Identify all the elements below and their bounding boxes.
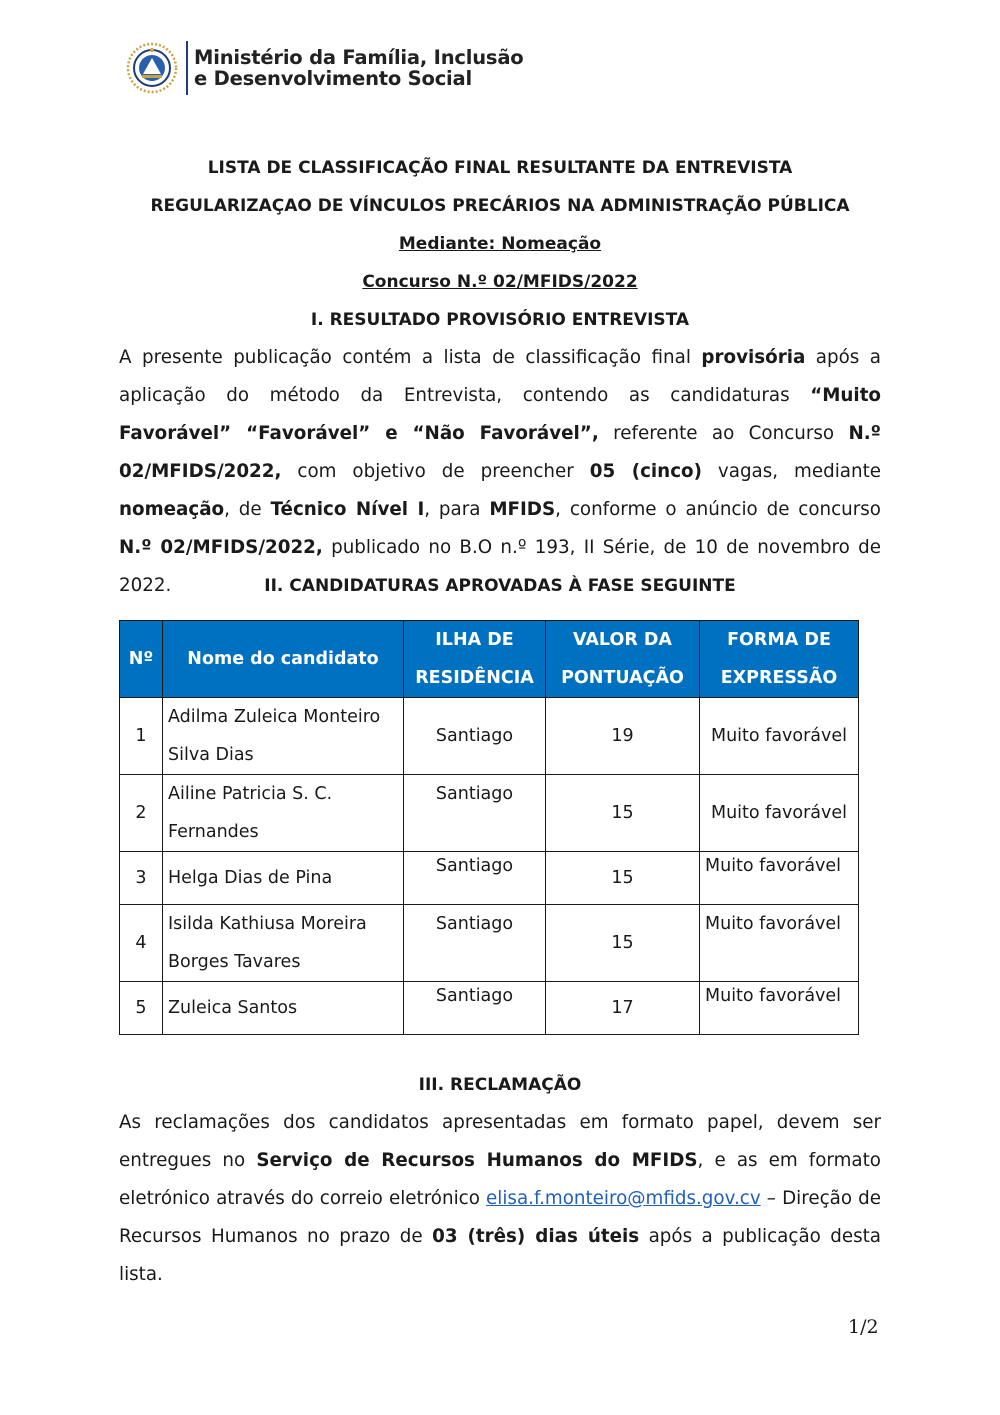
table-row — [120, 905, 859, 982]
cell-score: 15 — [546, 775, 700, 852]
intro-text-1: A presente publicação contém a lista de classificação final — [119, 347, 702, 368]
doc-title-2: REGULARIZAÇAO DE VÍNCULOS PRECÁRIOS NA ADMINISTRAÇÃO PÚBLICA — [150, 196, 850, 216]
claim-text-4: após a publicação desta lista. — [119, 1226, 882, 1285]
intro-bold-7: MFIDS — [489, 499, 556, 520]
col-header-score: VALOR DA PONTUAÇÃO — [546, 621, 700, 698]
doc-title-4: Concurso N.º 02/MFIDS/2022 — [362, 272, 638, 292]
cell-name: Zuleica Santos — [163, 982, 404, 1035]
cell-island: Santiago — [404, 982, 546, 1035]
header-divider — [186, 41, 188, 95]
doc-title-3: Mediante: Nomeação — [398, 234, 602, 254]
cell-score: 15 — [546, 852, 700, 905]
table-row — [120, 852, 859, 905]
cell-number: 1 — [120, 698, 163, 775]
claim-bold-2: 03 (três) dias úteis — [432, 1226, 640, 1247]
coat-of-arms-icon — [126, 42, 178, 94]
org-line2: e Desenvolvimento Social — [194, 67, 472, 90]
cell-expression: Muito favorável — [700, 775, 859, 852]
cell-expression: Muito favorável — [700, 698, 859, 775]
letterhead — [126, 40, 524, 96]
col-header-expression: FORMA DE EXPRESSÃO — [700, 621, 859, 698]
doc-title-4-wrap — [0, 272, 1000, 292]
email-link[interactable]: elisa.f.monteiro@mfids.gov.cv — [486, 1188, 761, 1209]
claim-text-2: , e as em formato eletrónico através do correio eletrónico — [119, 1150, 881, 1209]
col-header-name: Nome do candidato — [163, 621, 404, 698]
claim-text-1: As reclamações dos candidatos apresentadas em formato papel, devem ser entregues no — [119, 1112, 881, 1171]
intro-bold-5: nomeação — [119, 499, 225, 520]
doc-title-3-wrap — [0, 234, 1000, 254]
cell-name: Ailine Patricia S. C. Fernandes — [163, 775, 404, 852]
intro-bold-6: Técnico Nível I — [270, 499, 425, 520]
intro-bold-2: “Muito Favorável” “Favorável” e “Não Favorável”, — [119, 385, 881, 444]
intro-text-5: vagas, mediante — [701, 461, 881, 482]
intro-text-3: referente ao Concurso — [598, 423, 849, 444]
intro-text-9: publicado no B.O n.º 193, II Série, de 10 de novembro de 2022. — [119, 537, 881, 596]
intro-text-2: após a aplicação do método da Entrevista, contendo as candidaturas — [119, 347, 881, 406]
cell-island: Santiago — [404, 698, 546, 775]
org-line1: Ministério da Família, Inclusão — [194, 46, 524, 69]
doc-title-1: LISTA DE CLASSIFICAÇÃO FINAL RESULTANTE DA ENTREVISTA — [207, 158, 793, 178]
cell-expression: Muito favorável — [700, 905, 859, 982]
intro-bold-4: 05 (cinco) — [589, 461, 702, 482]
intro-text-8: , conforme o anúncio de concurso — [555, 499, 881, 520]
intro-text-6: , de — [224, 499, 271, 520]
intro-text-4: com objetivo de preencher — [281, 461, 590, 482]
table-row — [120, 982, 859, 1035]
cell-name: Adilma Zuleica Monteiro Silva Dias — [163, 698, 404, 775]
organization-name — [194, 47, 524, 89]
intro-bold-3: N.º 02/MFIDS/2022, — [119, 423, 881, 482]
cell-score: 19 — [546, 698, 700, 775]
intro-paragraph — [119, 339, 881, 605]
cell-number: 3 — [120, 852, 163, 905]
cell-expression: Muito favorável — [700, 852, 859, 905]
claim-text-3: – Direção de Recursos Humanos no prazo de — [119, 1188, 882, 1247]
section-3-heading: III. RECLAMAÇÃO — [418, 1075, 582, 1095]
intro-bold-1: provisória — [701, 347, 806, 368]
section-2-heading: II. CANDIDATURAS APROVADAS À FASE SEGUINTE — [264, 576, 736, 596]
cell-number: 5 — [120, 982, 163, 1035]
cell-number: 4 — [120, 905, 163, 982]
intro-text-7: , para — [424, 499, 490, 520]
page-number: 1/2 — [848, 1316, 879, 1338]
col-header-number: Nº — [120, 621, 163, 698]
claim-paragraph — [119, 1104, 881, 1294]
cell-island: Santiago — [404, 775, 546, 852]
col-header-island: ILHA DE RESIDÊNCIA — [404, 621, 546, 698]
cell-number: 2 — [120, 775, 163, 852]
section-1-heading: I. RESULTADO PROVISÓRIO ENTREVISTA — [310, 310, 690, 330]
claim-bold-1: Serviço de Recursos Humanos do MFIDS — [256, 1150, 698, 1171]
table-row — [120, 698, 859, 775]
cell-score: 15 — [546, 905, 700, 982]
cell-name: Helga Dias de Pina — [163, 852, 404, 905]
intro-bold-8: N.º 02/MFIDS/2022, — [119, 537, 323, 558]
cell-expression: Muito favorável — [700, 982, 859, 1035]
cell-island: Santiago — [404, 852, 546, 905]
cell-island: Santiago — [404, 905, 546, 982]
cell-score: 17 — [546, 982, 700, 1035]
table-row — [120, 775, 859, 852]
cell-name: Isilda Kathiusa Moreira Borges Tavares — [163, 905, 404, 982]
table-header-row — [120, 621, 859, 698]
candidates-table — [119, 620, 859, 1035]
